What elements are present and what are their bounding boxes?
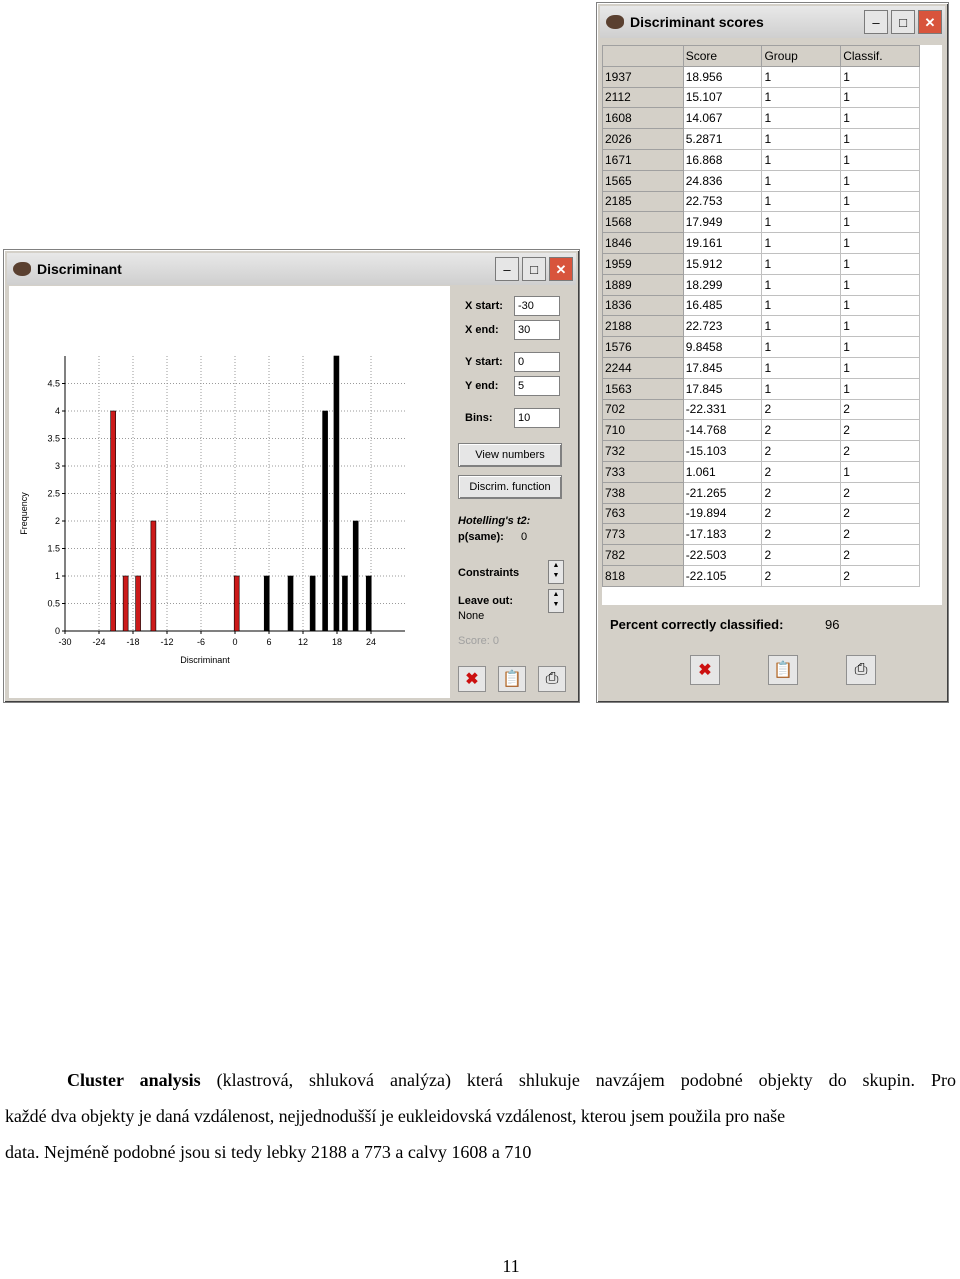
table-cell[interactable]: -22.105	[683, 565, 762, 586]
x-start-input[interactable]	[514, 296, 560, 316]
copy-icon[interactable]: 📋	[498, 666, 526, 692]
table-cell[interactable]: 1	[841, 461, 920, 482]
row-header[interactable]: 2188	[603, 316, 684, 337]
leave-out-value: None	[458, 610, 485, 622]
table-row[interactable]	[603, 482, 920, 503]
table-cell[interactable]: 2	[841, 524, 920, 545]
row-header[interactable]: 2026	[603, 129, 684, 150]
bins-label: Bins:	[465, 412, 493, 424]
histogram-chart	[9, 286, 450, 698]
table-cell[interactable]: 2	[841, 420, 920, 441]
y-tick-label: 2.5	[47, 488, 60, 499]
table-cell[interactable]: 2	[841, 441, 920, 462]
table-cell[interactable]: 1	[762, 295, 841, 316]
row-header[interactable]: 1889	[603, 274, 684, 295]
y-tick-label: 0	[54, 626, 60, 636]
table-cell[interactable]: 2	[762, 524, 841, 545]
table-cell[interactable]: 22.753	[683, 191, 762, 212]
paragraph	[5, 1062, 956, 1170]
x-tick-label: 6	[266, 637, 272, 647]
table-cell[interactable]: 1	[762, 149, 841, 170]
table-cell[interactable]: 1	[841, 378, 920, 399]
table-cell[interactable]: 1	[841, 149, 920, 170]
table-cell[interactable]: 1	[762, 274, 841, 295]
y-tick-label: 2	[54, 516, 60, 526]
window-title: Discriminant	[37, 261, 122, 277]
table-cell[interactable]: 2	[841, 482, 920, 503]
table-row[interactable]	[603, 66, 920, 87]
table-cell[interactable]: 18.299	[683, 274, 762, 295]
bold-term: Cluster analysis	[67, 1070, 201, 1090]
table-cell[interactable]: 1	[841, 212, 920, 233]
app-icon	[606, 15, 624, 29]
table-row[interactable]	[603, 441, 920, 462]
table-cell[interactable]: 2	[841, 565, 920, 586]
p-same-label: p(same):	[458, 531, 504, 543]
page-number: 11	[502, 1256, 520, 1276]
x-end-input[interactable]	[514, 320, 560, 340]
controls-panel	[452, 286, 574, 698]
table-cell[interactable]: 2	[841, 503, 920, 524]
table-row[interactable]	[603, 503, 920, 524]
score-text: Score: 0	[458, 635, 499, 647]
x-tick-label: -24	[92, 637, 106, 647]
table-row[interactable]	[603, 420, 920, 441]
row-header[interactable]: 2185	[603, 191, 684, 212]
table-cell[interactable]: -21.265	[683, 482, 762, 503]
histogram-bar	[323, 411, 328, 631]
y-start-label: Y start:	[465, 356, 503, 368]
constraints-label: Constraints	[458, 567, 520, 579]
histogram-bar	[264, 576, 269, 631]
table-cell[interactable]: 1	[762, 87, 841, 108]
histogram-bar	[288, 576, 293, 631]
row-header[interactable]: 710	[603, 420, 684, 441]
table-row[interactable]	[603, 461, 920, 482]
close-red-x-icon[interactable]: ✖	[690, 655, 720, 685]
y-end-label: Y end:	[465, 380, 499, 392]
x-tick-label: -6	[196, 637, 206, 647]
table-cell[interactable]: -17.183	[683, 524, 762, 545]
histogram-bar	[123, 576, 128, 631]
percent-label: Percent correctly classified:	[610, 617, 784, 632]
table-cell[interactable]: 15.912	[683, 253, 762, 274]
x-tick-label: 0	[232, 637, 238, 647]
table-cell[interactable]: 18.956	[683, 66, 762, 87]
table-cell[interactable]: 1	[762, 66, 841, 87]
table-cell[interactable]: 1	[841, 337, 920, 358]
table-row[interactable]	[603, 378, 920, 399]
table-row[interactable]	[603, 337, 920, 358]
y-tick-label: 1.5	[47, 543, 60, 554]
table-cell[interactable]: 1	[841, 295, 920, 316]
table-cell[interactable]: 2	[762, 503, 841, 524]
scores-body	[603, 66, 920, 586]
x-tick-label: 18	[331, 637, 343, 647]
row-header[interactable]: 733	[603, 461, 684, 482]
histogram-bar	[353, 521, 358, 631]
table-cell[interactable]: 1	[841, 170, 920, 191]
row-header[interactable]: 732	[603, 441, 684, 462]
table-row[interactable]	[603, 108, 920, 129]
row-header[interactable]: 1937	[603, 66, 684, 87]
leave-out-spinner[interactable]: ▲ ▼	[548, 589, 564, 613]
y-start-input[interactable]	[514, 352, 560, 372]
paragraph-line-1	[5, 1062, 956, 1098]
table-cell[interactable]: 2	[762, 420, 841, 441]
table-row[interactable]	[603, 524, 920, 545]
row-header[interactable]: 702	[603, 399, 684, 420]
table-cell[interactable]: 17.845	[683, 378, 762, 399]
plot-area	[9, 286, 450, 698]
paragraph-line-2: každé dva objekty je daná vzdálenost, nejjednodušší je eukleidovská vzdálenost, kterou jsem použila pro naše	[5, 1106, 785, 1126]
table-cell[interactable]: 1	[762, 357, 841, 378]
table-cell[interactable]: 17.949	[683, 212, 762, 233]
table-cell[interactable]: 1	[762, 191, 841, 212]
y-tick-label: 3	[54, 461, 60, 471]
x-end-label: X end:	[465, 324, 499, 336]
x-tick-label: 12	[297, 637, 309, 647]
x-tick-label: -12	[160, 637, 174, 647]
row-header[interactable]: 1836	[603, 295, 684, 316]
table-row[interactable]	[603, 357, 920, 378]
table-cell[interactable]: 1	[841, 253, 920, 274]
table-cell[interactable]: -15.103	[683, 441, 762, 462]
discrim-function-button[interactable]: Discrim. function	[458, 475, 562, 499]
table-cell[interactable]: 1	[762, 170, 841, 191]
table-cell[interactable]: 2	[841, 545, 920, 566]
table-cell[interactable]: 1	[762, 233, 841, 254]
window-title: Discriminant scores	[630, 14, 764, 30]
histogram-bar	[342, 576, 347, 631]
row-header[interactable]: 2112	[603, 87, 684, 108]
y-tick-label: 4	[54, 406, 60, 416]
table-row[interactable]	[603, 253, 920, 274]
constraints-spinner[interactable]: ▲ ▼	[548, 560, 564, 584]
histogram-bar	[234, 576, 239, 631]
table-row[interactable]	[603, 191, 920, 212]
table-cell[interactable]: 2	[841, 399, 920, 420]
table-cell[interactable]: 16.485	[683, 295, 762, 316]
table-row[interactable]	[603, 399, 920, 420]
row-header[interactable]: 1565	[603, 170, 684, 191]
table-row[interactable]	[603, 295, 920, 316]
table-cell[interactable]: 17.845	[683, 357, 762, 378]
table-cell[interactable]: 16.868	[683, 149, 762, 170]
table-cell[interactable]: 24.836	[683, 170, 762, 191]
table-cell[interactable]: 1	[841, 233, 920, 254]
table-cell[interactable]: 2	[762, 545, 841, 566]
table-cell[interactable]: 14.067	[683, 108, 762, 129]
print-icon[interactable]: ⎙	[846, 655, 876, 685]
percent-value: 96	[825, 617, 840, 632]
maximize-icon[interactable]: □	[522, 257, 546, 281]
p-same-value: 0	[521, 531, 528, 543]
table-cell[interactable]: -22.503	[683, 545, 762, 566]
table-cell[interactable]: 1	[841, 274, 920, 295]
table-cell[interactable]: 19.161	[683, 233, 762, 254]
table-cell[interactable]: 1	[762, 378, 841, 399]
table-cell[interactable]: 15.107	[683, 87, 762, 108]
close-red-x-icon[interactable]: ✖	[458, 666, 486, 692]
hotelling-label: Hotelling's t2:	[458, 515, 531, 527]
bins-input[interactable]	[514, 408, 560, 428]
table-cell[interactable]: 2	[762, 461, 841, 482]
row-header[interactable]: 782	[603, 545, 684, 566]
table-cell[interactable]: 2	[762, 565, 841, 586]
table-cell[interactable]: 1	[762, 129, 841, 150]
row-header[interactable]: 738	[603, 482, 684, 503]
column-header[interactable]: Group	[762, 46, 841, 67]
minimize-icon[interactable]: –	[495, 257, 519, 281]
app-icon	[13, 262, 31, 276]
table-cell[interactable]: 1	[841, 108, 920, 129]
table-cell[interactable]: 2	[762, 441, 841, 462]
table-cell[interactable]: -22.331	[683, 399, 762, 420]
scores-titlebar	[600, 6, 945, 38]
row-header[interactable]: 1568	[603, 212, 684, 233]
row-header[interactable]: 773	[603, 524, 684, 545]
scores-grid-container	[602, 45, 942, 605]
table-cell[interactable]: -19.894	[683, 503, 762, 524]
table-cell[interactable]: -14.768	[683, 420, 762, 441]
table-row[interactable]	[603, 565, 920, 586]
scores-window	[596, 2, 949, 703]
table-cell[interactable]: 2	[762, 399, 841, 420]
column-header[interactable]: Classif.	[841, 46, 920, 67]
row-header[interactable]: 1576	[603, 337, 684, 358]
row-header[interactable]: 818	[603, 565, 684, 586]
table-cell[interactable]: 1	[762, 337, 841, 358]
table-cell[interactable]: 9.8458	[683, 337, 762, 358]
histogram-bar	[310, 576, 315, 631]
close-icon[interactable]: ✕	[549, 257, 573, 281]
minimize-icon[interactable]: –	[864, 10, 888, 34]
table-cell[interactable]: 5.2871	[683, 129, 762, 150]
table-cell[interactable]: 22.723	[683, 316, 762, 337]
histogram-bar	[366, 576, 371, 631]
close-icon[interactable]: ✕	[918, 10, 942, 34]
y-tick-label: 0.5	[47, 598, 60, 609]
table-cell[interactable]: 1.061	[683, 461, 762, 482]
x-axis-label: Discriminant	[180, 655, 230, 665]
y-tick-label: 1	[54, 571, 60, 581]
table-row[interactable]	[603, 316, 920, 337]
row-header[interactable]: 1608	[603, 108, 684, 129]
row-header[interactable]: 1671	[603, 149, 684, 170]
row-header[interactable]: 1563	[603, 378, 684, 399]
x-tick-label: -18	[126, 637, 140, 647]
table-cell[interactable]: 1	[841, 87, 920, 108]
table-cell[interactable]: 2	[762, 482, 841, 503]
y-axis-label: Frequency	[19, 492, 29, 535]
line1-rest: (klastrová, shluková analýza) která shlukuje navzájem podobné objekty do skupin. Pro	[200, 1070, 957, 1090]
row-header[interactable]: 763	[603, 503, 684, 524]
table-cell[interactable]: 1	[841, 129, 920, 150]
table-cell[interactable]: 1	[762, 316, 841, 337]
table-row[interactable]	[603, 170, 920, 191]
table-row[interactable]	[603, 129, 920, 150]
y-tick-label: 4.5	[47, 378, 60, 389]
copy-icon[interactable]: 📋	[768, 655, 798, 685]
scores-table	[602, 45, 920, 587]
x-tick-label: -30	[58, 637, 72, 647]
y-end-input[interactable]	[514, 376, 560, 396]
row-header[interactable]: 2244	[603, 357, 684, 378]
table-row[interactable]	[603, 274, 920, 295]
row-header[interactable]: 1959	[603, 253, 684, 274]
x-start-label: X start:	[465, 300, 503, 312]
table-row[interactable]	[603, 233, 920, 254]
y-tick-label: 3.5	[47, 433, 60, 444]
histogram-bar	[111, 411, 116, 631]
leave-out-label: Leave out:	[458, 595, 514, 607]
table-cell[interactable]: 1	[841, 191, 920, 212]
row-header-corner	[603, 46, 684, 67]
table-row[interactable]	[603, 87, 920, 108]
discriminant-window	[3, 249, 580, 703]
table-row[interactable]	[603, 149, 920, 170]
table-cell[interactable]: 1	[841, 357, 920, 378]
discriminant-titlebar	[7, 253, 576, 285]
maximize-icon[interactable]: □	[891, 10, 915, 34]
table-cell[interactable]: 1	[762, 108, 841, 129]
table-row[interactable]	[603, 212, 920, 233]
x-tick-label: 24	[365, 637, 377, 647]
table-cell[interactable]: 1	[841, 66, 920, 87]
table-cell[interactable]: 1	[841, 316, 920, 337]
paragraph-line-3: data. Nejméně podobné jsou si tedy lebky 2188 a 773 a calvy 1608 a 710	[5, 1142, 532, 1162]
row-header[interactable]: 1846	[603, 233, 684, 254]
table-row[interactable]	[603, 545, 920, 566]
histogram-bar	[151, 521, 156, 631]
view-numbers-button[interactable]: View numbers	[458, 443, 562, 467]
table-cell[interactable]: 1	[762, 253, 841, 274]
histogram-bar	[334, 356, 339, 631]
print-icon[interactable]: ⎙	[538, 666, 566, 692]
column-header[interactable]: Score	[683, 46, 762, 67]
histogram-bar	[136, 576, 141, 631]
table-cell[interactable]: 1	[762, 212, 841, 233]
